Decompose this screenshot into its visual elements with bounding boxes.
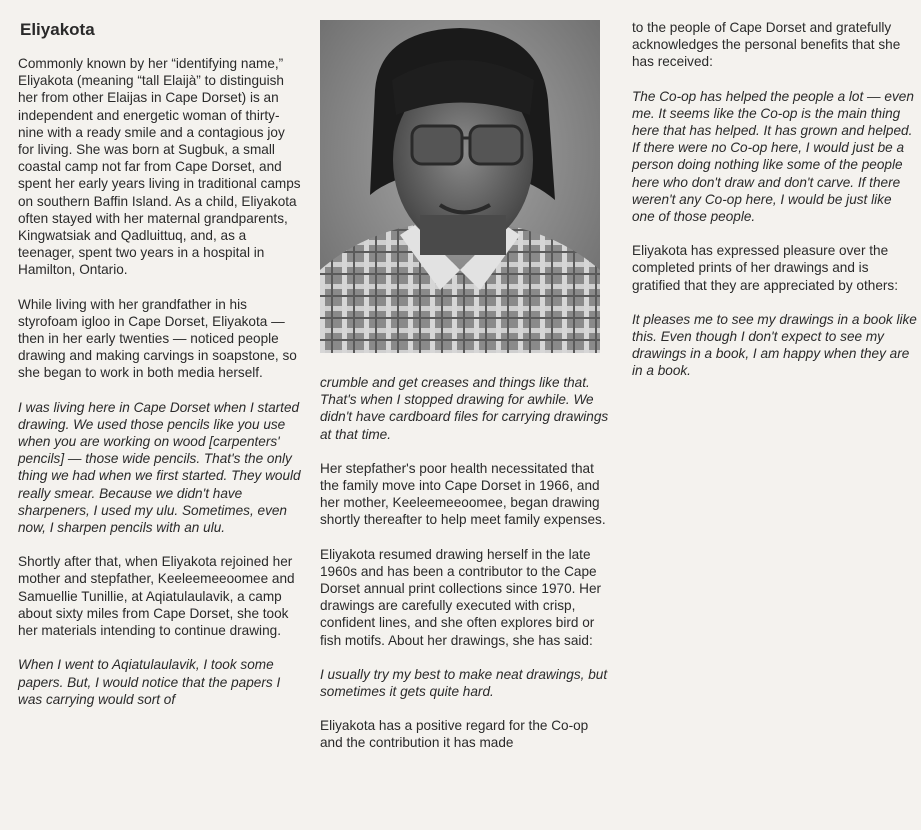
paragraph: Shortly after that, when Eliyakota rejoined her mother and stepfather, Keeleemeeoomee and Samuellie Tunillie, at Aqiatulaulavik, a camp about sixty miles from Cape Dorset, she took her materials intending to continue drawing. <box>18 554 295 639</box>
quote-paragraph: I usually try my best to make neat drawings, but sometimes it gets quite hard. <box>320 666 608 700</box>
quote-paragraph: It pleases me to see my drawings in a book like this. Even though I don't expect to see my drawings in a book, I am happy when they are in a book. <box>632 311 917 379</box>
paragraph: While living with her grandfather in his styrofoam igloo in Cape Dorset, Eliyakota — then in her early twenties — noticed people drawing and making carvings in soapstone, so she began to work in both media herself. <box>18 296 297 381</box>
column-1 <box>18 0 303 725</box>
paragraph: Eliyakota has a positive regard for the Co-op and the contribution it has made <box>320 718 589 751</box>
paragraph: Eliyakota resumed drawing herself in the late 1960s and has been a contributor to the Cape Dorset annual print collections since 1970. Her drawings are carefully executed with crisp, confident lines, and she often explores bird or fish motifs. About her drawings, she has said: <box>320 546 602 648</box>
column-3 <box>632 0 917 397</box>
quote-paragraph: I was living here in Cape Dorset when I started drawing. We used those pencils like you use when you are working on wood [carpenters' pencils] — those wide pencils. That's the only thing we had when we first started. They would really smear. Because we didn't have sharpeners, I used my ulu. Sometimes, even now, I sharpen pencils with an ulu. <box>18 399 301 536</box>
quote-paragraph: When I went to Aqiatulaulavik, I took some papers. But, I would notice that the papers I was carrying would sort of <box>18 657 281 707</box>
paragraph: to the people of Cape Dorset and gratefully acknowledges the personal benefits that she has received: <box>632 20 901 70</box>
paragraph: Eliyakota has expressed pleasure over the completed prints of her drawings and is gratified that they are appreciated by others: <box>632 243 898 293</box>
portrait-photo <box>320 20 600 353</box>
article-title: Eliyakota <box>20 20 95 39</box>
paragraph: Commonly known by her “identifying name,” Eliyakota (meaning “tall Elaijà” to distinguish her from other Elaijas in Cape Dorset) is an independent and energetic woman of thirty-nine with a ready smile and a contagious joy for living. She was born at Sugbuk, a small coastal camp not far from Cape Dorset, and spent her early years living in traditional camps on southern Baffin Island. As a child, Eliyakota often stayed with her maternal grandparents, Kingwatsiak and Qadluittuq, and, as a teenager, spent two years in a hospital in Hamilton, Ontario. <box>18 56 301 278</box>
quote-paragraph: The Co-op has helped the people a lot — even me. It seems like the Co-op is the main thing here that has helped. It has grown and helped. If there were no Co-op here, I would just be a person doing nothing like some of the people here who don't draw and don't carve. If there weren't any Co-op here, I would be just like one of those people. <box>632 88 914 225</box>
quote-paragraph: crumble and get creases and things like that. That's when I stopped drawing for awhile. We didn't have cardboard files for carrying drawings at that time. <box>320 375 609 442</box>
paragraph: Her stepfather's poor health necessitated that the family move into Cape Dorset in 1966, and her mother, Keeleemeeoomee, began drawing shortly thereafter to help meet family expenses. <box>320 460 606 528</box>
